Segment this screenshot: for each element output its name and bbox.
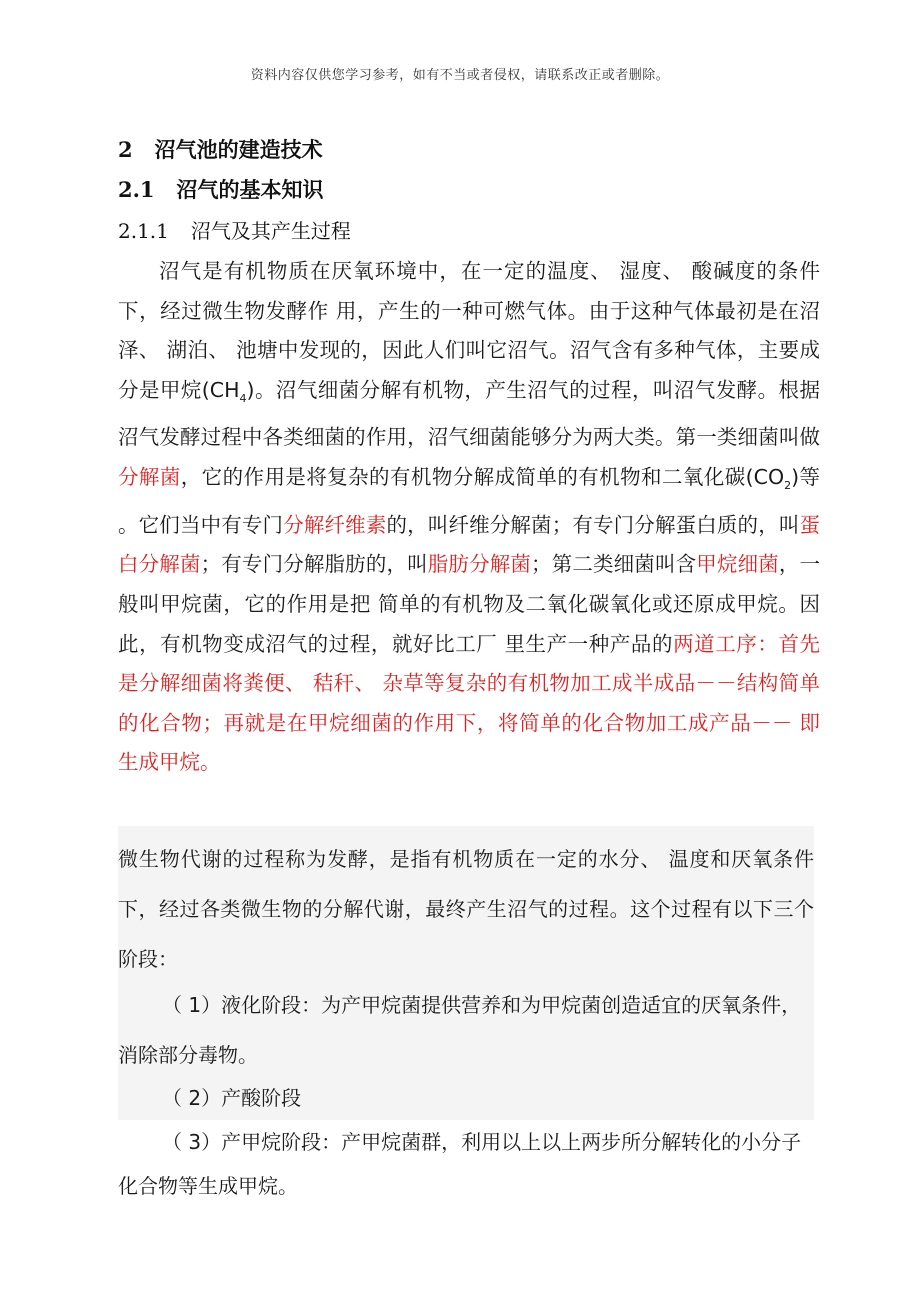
paragraph-biogas-intro — [118, 252, 820, 783]
highlight-text: 分解纤维素 — [283, 512, 387, 537]
subscript: 2 — [784, 479, 792, 493]
section-heading-2-1 — [118, 174, 324, 204]
text-run: 的，叫纤维分解菌；有专门分解蛋白质的，叫 — [386, 512, 800, 537]
paragraph-fermentation: 微生物代谢的过程称为发酵，是指有机物质在一定的水分、 温度和厌氧条件下，经过各类微生物的分解代谢，最终产生沼气的过程。这个过程有以下三个阶段： — [118, 847, 814, 971]
highlight-text: 两道工序：首先是分解细菌将粪便、 秸秆、 杂草等复杂的有机物加工成半成品－－结构简单的化合物；再就是在甲烷细菌的作用下，将简单的化合物加工成产品－－ 即生成甲烷。 — [118, 631, 821, 775]
text-run: ，一般叫甲烷菌，它的作用是把 简单的有机物及二氧化碳氧化或还原成甲烷。因此，有机物变成沼气的过程，就好比工厂 里生产一种产品的 — [118, 552, 821, 656]
text-run: ；第二类细菌叫含 — [531, 552, 697, 577]
section-heading-2 — [118, 134, 323, 164]
text-run: )等 。它们当中有专门 — [118, 465, 820, 537]
section-number: 2.1 — [118, 177, 155, 202]
highlight-text: 蛋白分解菌 — [118, 512, 821, 577]
step-methane-production: （ 3）产甲烷阶段：产甲烷菌群，利用以上以上两步所分解转化的小分子化合物等生成甲烷。 — [118, 1130, 802, 1198]
disclaimer-header: 资料内容仅供您学习参考，如有不当或者侵权，请联系改正或者删除。 — [250, 68, 670, 83]
section-number: 2.1.1 — [118, 219, 169, 243]
highlight-text: 脂肪分解菌 — [427, 552, 532, 577]
section-number: 2 — [118, 137, 133, 162]
section-heading-2-1-1 — [118, 215, 351, 244]
step-liquefaction: （ 1）液化阶段：为产甲烷菌提供营养和为甲烷菌创造适宜的厌氧条件，消除部分毒物。 — [118, 993, 802, 1067]
highlight-text: 分解菌 — [118, 465, 181, 490]
section-title: 沼气及其产生过程 — [190, 219, 351, 243]
text-run: ，它的作用是将复杂的有机物分解成简单的有机物和二氧化碳(CO — [180, 465, 785, 490]
text-run: 沼气是有机物质在厌氧环境中，在一定的温度、 湿度、 酸碱度的条件下，经过微生物发酵作 用，产生的一种可燃气体。由于这种气体最初是在沼泽、 湖泊、 池塘中发现的，因此人们叫它沼气。沼气含有多种气体，主要成分是甲烷(CH — [118, 259, 820, 402]
section-title: 沼气池的建造技术 — [154, 138, 323, 162]
text-run: )。沼气细菌分解有机物，产生沼气的过程，叫沼气发酵。根据沼气发酵过程中各类细菌的作用，沼气细菌能够分为两大类。第一类细菌叫做 — [118, 377, 821, 450]
subscript: 4 — [239, 391, 247, 405]
section-title: 沼气的基本知识 — [176, 178, 324, 202]
highlight-text: 甲烷细菌 — [696, 552, 779, 577]
step-acid-production: （ 2）产酸阶段 — [162, 1086, 302, 1110]
text-run: ；有专门分解脂肪的，叫 — [200, 552, 428, 577]
